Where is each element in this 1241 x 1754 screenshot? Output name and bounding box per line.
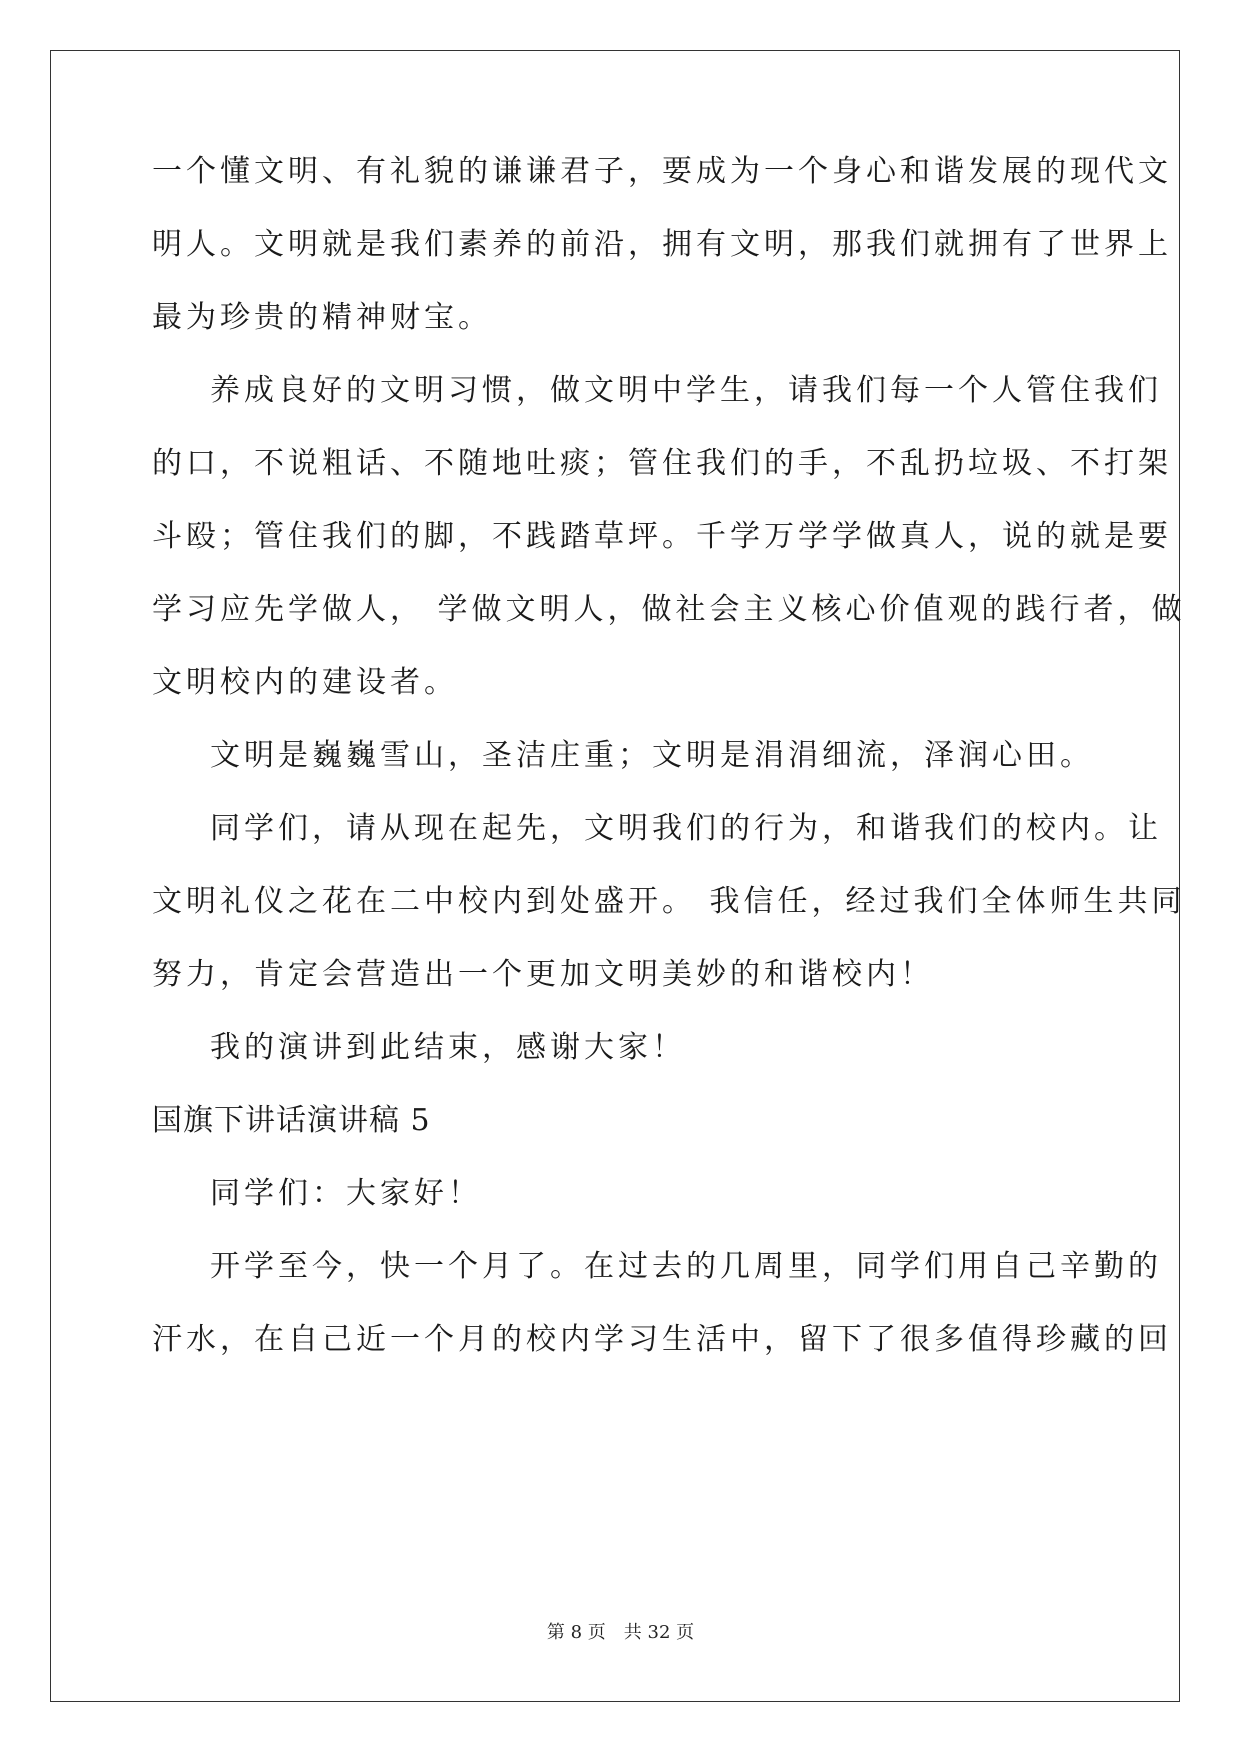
text-line: 最为珍贵的精神财宝。 bbox=[152, 300, 492, 335]
text-line: 一个懂文明、有礼貌的谦谦君子，要成为一个身心和谐发展的现代文 bbox=[152, 154, 1172, 189]
paragraph-first-line: 开学至今，快一个月了。在过去的几周里，同学们用自己辛勤的 bbox=[210, 1249, 1162, 1284]
text-line: 文明礼仪之花在二中校内到处盛开。 我信任，经过我们全体师生共同 bbox=[152, 884, 1186, 919]
section-heading: 国旗下讲话演讲稿 5 bbox=[152, 1103, 431, 1138]
salutation-line: 同学们：大家好！ bbox=[210, 1176, 482, 1211]
text-line: 汗水，在自己近一个月的校内学习生活中，留下了很多值得珍藏的回 bbox=[152, 1322, 1172, 1357]
paragraph-first-line: 养成良好的文明习惯，做文明中学生，请我们每一个人管住我们 bbox=[210, 373, 1162, 408]
paragraph-first-line: 文明是巍巍雪山，圣洁庄重；文明是涓涓细流，泽润心田。 bbox=[210, 738, 1094, 773]
text-line: 的口，不说粗话、不随地吐痰；管住我们的手，不乱扔垃圾、不打架 bbox=[152, 446, 1172, 481]
text-line: 斗殴；管住我们的脚，不践踏草坪。千学万学学做真人，说的就是要 bbox=[152, 519, 1172, 554]
text-line: 明人。文明就是我们素养的前沿，拥有文明，那我们就拥有了世界上 bbox=[152, 227, 1172, 262]
text-line: 学习应先学做人， 学做文明人，做社会主义核心价值观的践行者，做 bbox=[152, 592, 1186, 627]
paragraph-first-line: 我的演讲到此结束，感谢大家！ bbox=[210, 1030, 686, 1065]
text-line: 努力，肯定会营造出一个更加文明美妙的和谐校内！ bbox=[152, 957, 934, 992]
page-number-footer: 第 8 页 共 32 页 bbox=[546, 1622, 695, 1643]
text-line: 文明校内的建设者。 bbox=[152, 665, 458, 700]
paragraph-first-line: 同学们，请从现在起先，文明我们的行为，和谐我们的校内。让 bbox=[210, 811, 1162, 846]
